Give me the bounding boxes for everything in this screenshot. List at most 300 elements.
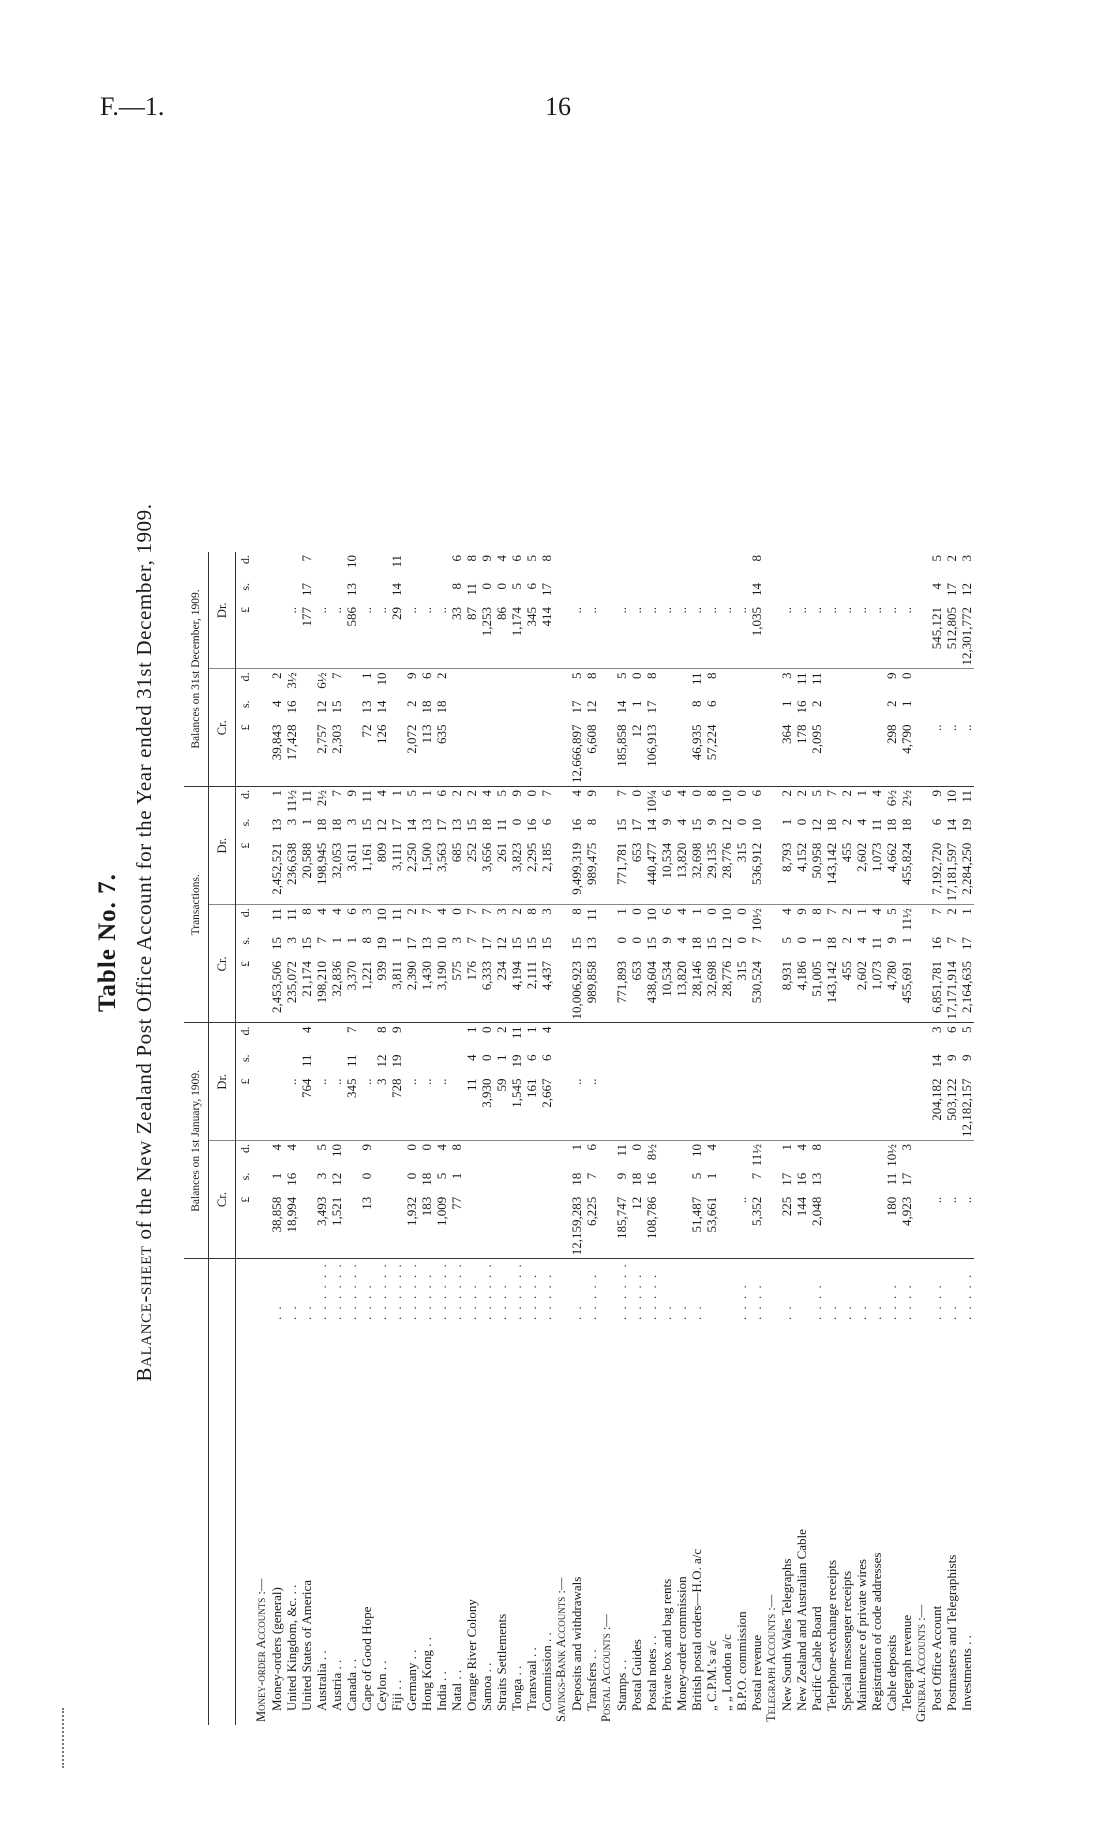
amount-pence: 7: [929, 908, 944, 915]
amount-shillings: 0: [629, 937, 644, 944]
amount-pence: 6: [659, 908, 674, 915]
amount-pence: [944, 669, 959, 698]
amount-pounds: [839, 722, 854, 787]
amount-pence: [539, 1141, 554, 1170]
leader-dots: . . . . . .: [479, 1262, 494, 1320]
amount-shillings: [794, 580, 809, 604]
row-label: Tonga . .: [509, 1665, 524, 1711]
empty-cell: [764, 1170, 779, 1194]
amount-pounds: 4,790: [899, 722, 914, 787]
amount-pence: 6: [419, 672, 434, 679]
amount-pounds: 143,142: [824, 958, 839, 1023]
amount-shillings: 16: [569, 818, 584, 832]
row-label: India . .: [434, 1671, 449, 1711]
amount-pounds: [719, 1076, 734, 1141]
table-row: [824, 552, 839, 1725]
amount-pence: [854, 1141, 869, 1170]
amount-pounds: 252: [464, 840, 479, 905]
unit-symbol: s.: [237, 937, 252, 945]
unit-symbol: £: [236, 840, 255, 905]
amount-pence: [659, 1141, 674, 1170]
unit-symbol: £: [236, 722, 255, 787]
amount-pence: 1: [854, 790, 869, 797]
empty-cell: [254, 552, 269, 580]
empty-cell: [764, 934, 779, 958]
amount-pence: 4: [269, 1144, 284, 1151]
amount-pounds: 4,152: [794, 840, 809, 905]
amount-shillings: 15: [299, 937, 314, 950]
empty-cell: [554, 1052, 569, 1076]
amount-pounds: 50,958: [809, 840, 824, 905]
amount-shillings: 10: [749, 818, 764, 832]
row-label: Money-orders (general): [269, 1587, 284, 1711]
amount-pounds: [794, 1076, 809, 1141]
amount-pence: [719, 1141, 734, 1170]
amount-pence: [809, 1023, 824, 1052]
amount-shillings: [629, 1052, 644, 1076]
amount-shillings: 4: [464, 1054, 479, 1061]
amount-pounds: 33: [449, 604, 464, 669]
amount-shillings: 12: [329, 1172, 344, 1186]
amount-shillings: 17: [644, 700, 659, 714]
amount-shillings: 18: [434, 700, 449, 714]
empty-cell: [764, 1023, 779, 1052]
empty-cell: [599, 905, 614, 934]
empty-cell: [764, 552, 779, 580]
amount-pence: 5: [314, 1144, 329, 1151]
empty-cell: [554, 840, 569, 905]
row-label: Postal Guides: [629, 1639, 644, 1711]
amount-shillings: [689, 580, 704, 604]
amount-shillings: 1: [899, 700, 914, 707]
table-row: [839, 552, 854, 1725]
amount-shillings: [869, 1052, 884, 1076]
amount-shillings: [614, 1052, 629, 1076]
leader-dots: . . . .: [809, 1283, 824, 1320]
amount-pence: [269, 1023, 284, 1052]
amount-pounds: [824, 722, 839, 787]
amount-pounds: 87: [464, 604, 479, 669]
amount-pounds: ..: [314, 604, 329, 669]
table-subtitle: [132, 120, 157, 1765]
leader-dots: . . . .: [464, 1283, 479, 1320]
amount-pence: [464, 669, 479, 698]
table-row: [524, 552, 539, 1725]
amount-pence: [794, 552, 809, 580]
amount-pence: [524, 1141, 539, 1170]
amount-pounds: [494, 722, 509, 787]
amount-shillings: 19: [374, 937, 389, 950]
row-label: Special messenger receipts: [839, 1570, 854, 1711]
leader-dots: . .: [779, 1304, 794, 1320]
amount-shillings: 1: [494, 1054, 509, 1061]
amount-pounds: 9,499,319: [569, 840, 584, 905]
amount-pence: [899, 1023, 914, 1052]
amount-pence: 0: [704, 908, 719, 915]
amount-shillings: 19: [959, 818, 974, 832]
amount-pounds: 13,820: [674, 958, 689, 1023]
amount-pounds: ..: [284, 1076, 299, 1141]
amount-pence: 9: [929, 790, 944, 797]
amount-shillings: [269, 1052, 284, 1076]
amount-pence: 0: [404, 1144, 419, 1151]
amount-pounds: 4,923: [899, 1194, 914, 1259]
amount-pence: 4: [569, 790, 584, 797]
amount-pounds: 455: [839, 958, 854, 1023]
amount-shillings: 0: [734, 818, 749, 826]
amount-pence: [374, 552, 389, 580]
amount-pounds: ..: [569, 604, 584, 669]
amount-pence: 10: [644, 908, 659, 922]
leader-dots: . .: [659, 1304, 674, 1320]
table-row: [389, 552, 404, 1725]
empty-cell: [914, 1052, 929, 1076]
amount-pounds: ..: [614, 604, 629, 669]
amount-pence: 7: [329, 672, 344, 679]
amount-pounds: 315: [734, 840, 749, 905]
row-label: Cable deposits: [884, 1634, 899, 1711]
table-row: [659, 552, 674, 1725]
amount-shillings: [284, 580, 299, 604]
amount-pounds: ..: [779, 604, 794, 669]
amount-pence: [959, 1141, 974, 1170]
empty-cell: [764, 840, 779, 905]
amount-shillings: 4: [674, 818, 689, 826]
amount-pence: [284, 552, 299, 580]
empty-cell: [764, 722, 779, 787]
amount-pence: [794, 1023, 809, 1052]
leader-dots: . . . .: [494, 1283, 509, 1320]
amount-pounds: 3,930: [479, 1076, 494, 1141]
amount-pounds: 77: [449, 1194, 464, 1259]
amount-pounds: 414: [539, 604, 554, 669]
amount-pence: 6: [449, 555, 464, 562]
amount-pence: 10: [689, 1144, 704, 1157]
amount-pounds: 1,009: [434, 1194, 449, 1259]
amount-pounds: 653: [629, 958, 644, 1023]
amount-shillings: [524, 1170, 539, 1194]
amount-pence: 6½: [884, 790, 899, 807]
amount-shillings: 12: [584, 700, 599, 714]
amount-pounds: ..: [674, 604, 689, 669]
empty-cell: [254, 1076, 269, 1141]
amount-pence: 10: [344, 555, 359, 568]
group-header-transactions: Transactions.: [184, 787, 209, 1024]
amount-pence: 4: [314, 908, 329, 915]
amount-pence: 1: [464, 1026, 479, 1033]
table-row: [629, 552, 644, 1725]
table-row: [449, 552, 464, 1725]
amount-pence: 0: [629, 908, 644, 915]
amount-shillings: [344, 1170, 359, 1194]
row-label: Straits Settlements: [494, 1613, 509, 1711]
amount-pence: 9: [794, 908, 809, 915]
subtitle-prefix: Balance-sheet: [132, 1245, 156, 1382]
amount-pounds: 809: [374, 840, 389, 905]
empty-cell: [554, 722, 569, 787]
amount-pence: 6: [944, 1026, 959, 1033]
leader-dots: . .: [299, 1304, 314, 1320]
row-label: Austria . .: [329, 1659, 344, 1711]
amount-pounds: 3,111: [389, 840, 404, 905]
table-row: [299, 552, 314, 1725]
amount-pence: 7: [479, 908, 494, 915]
empty-cell: [554, 787, 569, 816]
amount-pence: 3: [959, 555, 974, 562]
table-body: [236, 552, 975, 1725]
amount-pounds: 59: [494, 1076, 509, 1141]
amount-pounds: 4,780: [884, 958, 899, 1023]
amount-pence: [659, 1023, 674, 1052]
amount-shillings: [929, 698, 944, 722]
amount-pounds: 106,913: [644, 722, 659, 787]
amount-shillings: [389, 698, 404, 722]
row-label: „ C.P.M.'s a/c: [704, 1640, 719, 1711]
amount-pounds: [749, 722, 764, 787]
amount-shillings: 1: [629, 700, 644, 707]
amount-pounds: 180: [884, 1194, 899, 1259]
amount-pounds: 1,073: [869, 958, 884, 1023]
row-label: British postal orders—H.O. a/c: [689, 1548, 704, 1711]
amount-shillings: [809, 1052, 824, 1076]
amount-pounds: 198,945: [314, 840, 329, 905]
empty-cell: [599, 580, 614, 604]
leader-dots: . . . . .: [524, 1272, 539, 1320]
amount-pounds: [854, 722, 869, 787]
amount-shillings: 3: [344, 818, 359, 826]
table-row: [719, 552, 734, 1725]
amount-shillings: 18: [824, 937, 839, 950]
amount-pence: 4: [284, 1144, 299, 1151]
row-label: Stamps . .: [614, 1659, 629, 1711]
empty-cell: [764, 1052, 779, 1076]
amount-shillings: [419, 580, 434, 604]
amount-pence: 8: [464, 555, 479, 562]
amount-pounds: 2,072: [404, 722, 419, 787]
amount-pence: 1: [959, 908, 974, 915]
group-header-dec: Balances on 31st December, 1909.: [184, 552, 209, 787]
amount-shillings: 16: [794, 700, 809, 714]
amount-shillings: 12: [719, 818, 734, 832]
unit-symbol: s.: [237, 583, 252, 591]
empty-cell: [554, 816, 569, 840]
amount-shillings: 1: [329, 937, 344, 944]
amount-pence: [839, 552, 854, 580]
amount-shillings: 8: [584, 818, 599, 826]
amount-pounds: [449, 1076, 464, 1141]
amount-shillings: 6: [524, 1054, 539, 1061]
empty-cell: [764, 1076, 779, 1141]
amount-pence: 4: [434, 1144, 449, 1151]
amount-pounds: 57,224: [704, 722, 719, 787]
unit-symbol: s.: [237, 818, 252, 827]
amount-pence: 4: [539, 1026, 554, 1033]
amount-pounds: 177: [299, 604, 314, 669]
amount-pounds: 3,656: [479, 840, 494, 905]
amount-pounds: 3,190: [434, 958, 449, 1023]
empty-cell: [914, 840, 929, 905]
amount-pounds: 28,146: [689, 958, 704, 1023]
amount-pounds: ..: [404, 604, 419, 669]
amount-shillings: [749, 698, 764, 722]
amount-pence: [854, 1023, 869, 1052]
amount-pence: 6½: [314, 672, 329, 689]
leader-dots: . .: [284, 1304, 299, 1320]
amount-pence: 9: [344, 790, 359, 797]
amount-pounds: ..: [419, 1076, 434, 1141]
empty-cell: [599, 840, 614, 905]
amount-pence: 8: [524, 908, 539, 915]
amount-shillings: [449, 1052, 464, 1076]
amount-shillings: [884, 1052, 899, 1076]
empty-cell: [254, 1170, 269, 1194]
amount-pounds: 39,843: [269, 722, 284, 787]
amount-pence: 10: [944, 790, 959, 803]
row-label: Fiji . .: [389, 1679, 404, 1711]
empty-cell: [914, 958, 929, 1023]
amount-pence: [329, 552, 344, 580]
amount-pence: [734, 1141, 749, 1170]
amount-pounds: 8,793: [779, 840, 794, 905]
amount-pounds: 536,912: [749, 840, 764, 905]
amount-pence: [869, 552, 884, 580]
amount-shillings: [659, 1052, 674, 1076]
amount-pounds: 6,225: [584, 1194, 599, 1259]
amount-pounds: 12,301,772: [959, 604, 974, 669]
amount-pence: [839, 669, 854, 698]
empty-cell: [254, 934, 269, 958]
section-header-row: [599, 552, 614, 1725]
amount-shillings: [494, 698, 509, 722]
amount-shillings: 18: [899, 818, 914, 832]
amount-shillings: 18: [689, 937, 704, 950]
amount-pence: 6: [344, 908, 359, 915]
amount-shillings: 7: [749, 1172, 764, 1180]
amount-shillings: 11: [464, 583, 479, 596]
amount-shillings: 0: [359, 1172, 374, 1180]
amount-pounds: 1,521: [329, 1194, 344, 1259]
amount-shillings: [479, 1170, 494, 1194]
amount-pence: 1: [389, 790, 404, 797]
empty-cell: [599, 552, 614, 580]
amount-shillings: 18: [419, 1172, 434, 1186]
amount-pence: 5: [404, 790, 419, 797]
amount-pounds: 530,524: [749, 958, 764, 1023]
amount-pence: [524, 669, 539, 698]
amount-shillings: 11: [869, 937, 884, 950]
amount-pounds: 455,691: [899, 958, 914, 1023]
empty-cell: [764, 958, 779, 1023]
amount-pounds: 143,142: [824, 840, 839, 905]
row-label: Cape of Good Hope: [359, 1606, 374, 1711]
amount-pounds: [839, 1076, 854, 1141]
amount-pence: 11½: [284, 790, 299, 813]
amount-pence: 10½: [884, 1144, 899, 1167]
empty-cell: [914, 604, 929, 669]
amount-pence: 10: [374, 908, 389, 922]
amount-pence: 0: [734, 908, 749, 915]
amount-pounds: 161: [524, 1076, 539, 1141]
amount-pence: 4: [704, 1144, 719, 1151]
amount-pounds: 126: [374, 722, 389, 787]
amount-shillings: 15: [644, 937, 659, 950]
amount-pounds: 512,805: [944, 604, 959, 669]
amount-pounds: 17,181,597: [944, 840, 959, 905]
unit-symbol: £: [236, 1076, 255, 1141]
table-row: [749, 552, 764, 1725]
amount-pounds: 2,048: [809, 1194, 824, 1259]
amount-shillings: 1: [389, 937, 404, 944]
amount-shillings: 18: [569, 1172, 584, 1186]
amount-shillings: [674, 698, 689, 722]
amount-shillings: 17: [569, 700, 584, 714]
amount-pounds: 11: [464, 1076, 479, 1141]
amount-pence: [839, 1141, 854, 1170]
empty-cell: [254, 669, 269, 698]
amount-pence: 5: [929, 555, 944, 562]
empty-cell: [914, 552, 929, 580]
amount-pence: 11: [269, 908, 284, 921]
table-row: [779, 552, 794, 1725]
amount-pounds: ..: [734, 1194, 749, 1259]
amount-pounds: 234: [494, 958, 509, 1023]
amount-pence: [869, 669, 884, 698]
leader-dots: . .: [869, 1304, 884, 1320]
amount-pounds: 6,333: [479, 958, 494, 1023]
amount-shillings: 18: [479, 818, 494, 832]
amount-shillings: 11: [344, 1054, 359, 1068]
amount-pounds: 345: [524, 604, 539, 669]
page-ref: F.—1.: [100, 92, 165, 121]
amount-pounds: [884, 1076, 899, 1141]
amount-pence: 0: [629, 1144, 644, 1151]
leader-dots: . .: [269, 1304, 284, 1320]
units-row: [236, 552, 255, 1725]
table-row: [404, 552, 419, 1725]
amount-pounds: ..: [839, 604, 854, 669]
amount-shillings: [869, 580, 884, 604]
amount-shillings: 17: [479, 937, 494, 950]
table-row: [899, 552, 914, 1725]
amount-pounds: ..: [884, 604, 899, 669]
amount-pence: [359, 1023, 374, 1052]
amount-shillings: [644, 1052, 659, 1076]
amount-pence: [809, 552, 824, 580]
empty-cell: [254, 1023, 269, 1052]
table-row: [359, 552, 374, 1725]
amount-pounds: [449, 722, 464, 787]
amount-shillings: 15: [329, 700, 344, 714]
amount-pounds: 771,781: [614, 840, 629, 905]
amount-pence: 11: [584, 908, 599, 921]
amount-pounds: 3,493: [314, 1194, 329, 1259]
amount-shillings: 9: [659, 937, 674, 944]
amount-pounds: ..: [329, 604, 344, 669]
amount-pence: 10: [719, 908, 734, 922]
table-row: [479, 552, 494, 1725]
amount-pence: 3: [359, 908, 374, 915]
amount-pence: 0: [629, 790, 644, 797]
amount-shillings: 17: [539, 583, 554, 596]
amount-pence: 2: [464, 790, 479, 797]
amount-pence: [704, 1023, 719, 1052]
amount-shillings: [584, 580, 599, 604]
empty-cell: [254, 698, 269, 722]
amount-pence: 6: [749, 790, 764, 797]
amount-shillings: 15: [464, 818, 479, 832]
empty-cell: [599, 787, 614, 816]
amount-pence: 10: [329, 1144, 344, 1157]
